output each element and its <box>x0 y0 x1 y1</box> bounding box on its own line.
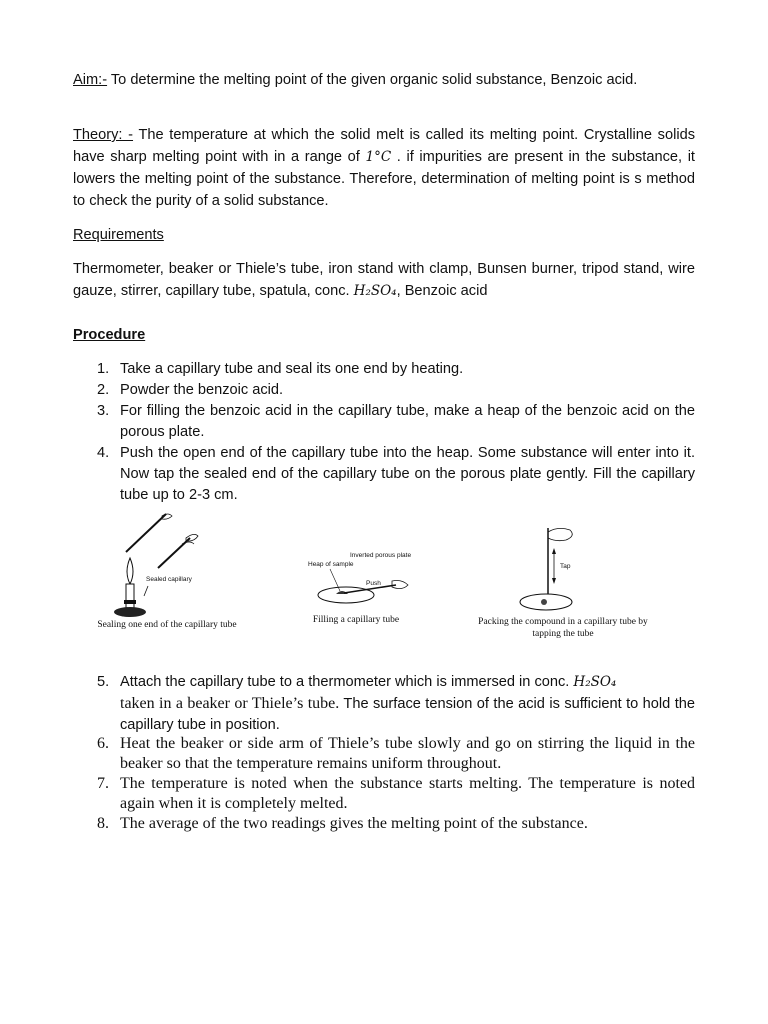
step-number: 2. <box>97 382 110 398</box>
aim-label: Aim:- <box>73 72 108 88</box>
step-number: 4. <box>97 445 110 461</box>
tap-label: Tap <box>560 563 571 570</box>
step-number: 5. <box>97 674 110 690</box>
figure-sealing-capillary <box>86 508 256 638</box>
requirements-paragraph <box>73 258 695 302</box>
requirements-heading-text: Requirements <box>73 227 164 243</box>
step-text: Take a capillary tube and seal its one end by heating. <box>120 361 464 377</box>
step-text: For filling the benzoic acid in the capillary tube, make a heap of the benzoic acid on the porous plate. <box>120 403 695 440</box>
procedure-step <box>73 774 695 814</box>
step-number: 1. <box>97 361 110 377</box>
figure-3-caption: Packing the compound in a capillary tube by tapping the tube <box>478 617 648 639</box>
requirements-text-1: Thermometer, beaker or Thiele’s tube, iron stand with clamp, Bunsen burner, tripod stand, wire gauze, stirrer, capillary tube, spatula, conc. <box>73 261 695 299</box>
step-text-continued: The surface tension of the acid is sufficient to hold the capillary tube in position. <box>120 696 696 733</box>
procedure-steps-bottom <box>73 734 695 834</box>
procedure-step <box>73 401 695 443</box>
procedure-step <box>73 672 695 736</box>
step-text: The average of the two readings gives the melting point of the substance. <box>120 815 588 832</box>
figure-1-caption: Sealing one end of the capillary tube <box>97 620 237 630</box>
requirements-heading <box>73 224 695 246</box>
figure-filling-capillary <box>300 545 420 631</box>
sealed-capillary-label: Sealed capillary <box>146 576 192 583</box>
heap-label: Heap of sample <box>308 561 354 568</box>
procedure-step <box>73 359 695 380</box>
figure-2-caption: Filling a capillary tube <box>312 615 400 625</box>
aim-text: To determine the melting point of the given organic solid substance, Benzoic acid. <box>107 72 638 88</box>
step-number: 7. <box>97 775 109 792</box>
step-number: 8. <box>97 815 109 832</box>
procedure-step <box>73 734 695 774</box>
requirements-chem: H₂SO₄ <box>353 283 397 299</box>
inverted-plate-label: Inverted porous plate <box>350 552 412 559</box>
procedure-step <box>73 380 695 401</box>
step-number: 3. <box>97 403 110 419</box>
temperature-range: 1°C <box>365 149 392 165</box>
theory-label: Theory: - <box>73 127 134 143</box>
procedure-heading-text: Procedure <box>73 327 146 343</box>
procedure-step <box>73 814 695 834</box>
porous-plate-illustration <box>300 545 420 607</box>
step-number: 6. <box>97 735 109 752</box>
step-text: Push the open end of the capillary tube into the heap. Some substance will enter into it. Now tap the sealed end of the capillary tube on the porous plate gently. Fill the capillary tube up to 2-3 cm. <box>120 445 695 503</box>
push-label: Push <box>366 580 381 587</box>
procedure-steps-top <box>73 359 695 506</box>
requirements-text-2: , Benzoic acid <box>396 283 488 299</box>
procedure-step-5 <box>73 672 695 736</box>
step-text-serif: taken in a beaker or Thiele’s tube. <box>120 695 340 712</box>
theory-text-1: The temperature at which the solid melt is called its melting point. Crystalline solids have sharp melting point with in a range of <box>73 127 695 165</box>
bunsen-burner-illustration <box>86 508 256 620</box>
step-text: Attach the capillary tube to a thermometer which is immersed in conc. <box>120 674 574 690</box>
step-5-chem: H₂SO₄ <box>573 674 617 690</box>
procedure-heading <box>73 324 695 346</box>
step-text: The temperature is noted when the substance starts melting. The temperature is noted again when it is completely melted. <box>120 775 695 812</box>
theory-text-2: . if impurities are present in the substance, it lowers the melting point of the substance. Therefore, determination of melting point is s method to check the purity of a solid substance. <box>73 149 695 209</box>
theory-paragraph <box>73 124 695 212</box>
figure-tapping-capillary <box>472 524 662 644</box>
tapping-illustration <box>472 524 662 612</box>
aim-paragraph <box>73 69 695 91</box>
procedure-step <box>73 443 695 506</box>
step-text: Powder the benzoic acid. <box>120 382 284 398</box>
step-text: Heat the beaker or side arm of Thiele’s tube slowly and go on stirring the liquid in the beaker so that the temperature remains uniform throughout. <box>120 735 695 772</box>
